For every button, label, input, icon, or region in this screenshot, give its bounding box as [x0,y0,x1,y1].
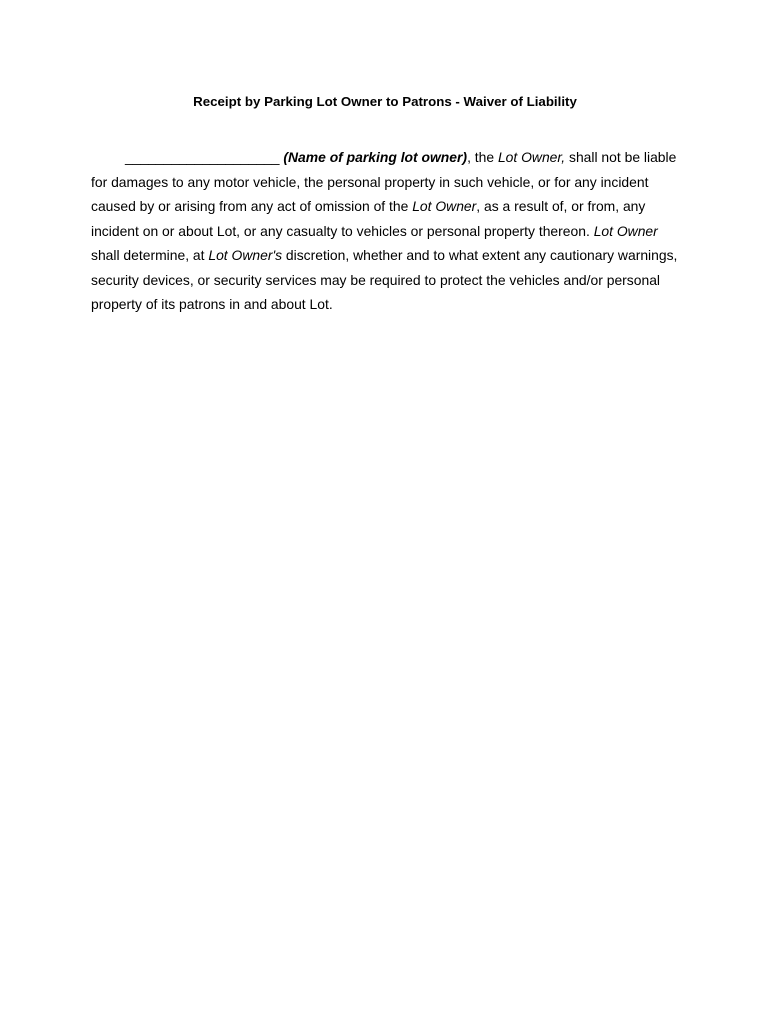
lot-owner-term: Lot Owner [593,222,658,239]
owner-name-blank: ____________________ [125,149,280,165]
lot-owner-term: Lot Owner, [497,149,566,165]
paragraph-line-3 [91,194,691,219]
line3-text-b: , as a result of, or from, any [476,198,646,214]
line3-text-a: caused by or arising from any act of omission of the [91,198,413,214]
paragraph-line-7: property of its patrons in and about Lot. [91,296,333,312]
line1-text-a: , the [467,149,498,165]
owner-name-label: (Name of parking lot owner) [283,149,468,165]
line4-text-a: incident on or about Lot, or any casualty to vehicles or personal property thereon. [91,222,594,239]
document-title: Receipt by Parking Lot Owner to Patrons - Waiver of Liability [193,94,577,109]
lot-owners-term: Lot Owner's [208,247,283,263]
waiver-paragraph [91,145,691,317]
paragraph-line-1 [91,145,691,170]
line5-text-b: discretion, whether and to what extent any cautionary warnings, [282,247,678,263]
paragraph-line-4 [91,219,691,244]
line1-text-b: shall not be liable [565,149,677,165]
paragraph-line-6: security devices, or security services may be required to protect the vehicles and/or personal [91,271,661,288]
lot-owner-term: Lot Owner [412,198,477,214]
paragraph-line-2: for damages to any motor vehicle, the personal property in such vehicle, or for any incident [91,173,649,190]
paragraph-line-5 [91,243,691,268]
line5-text-a: shall determine, at [91,247,209,263]
